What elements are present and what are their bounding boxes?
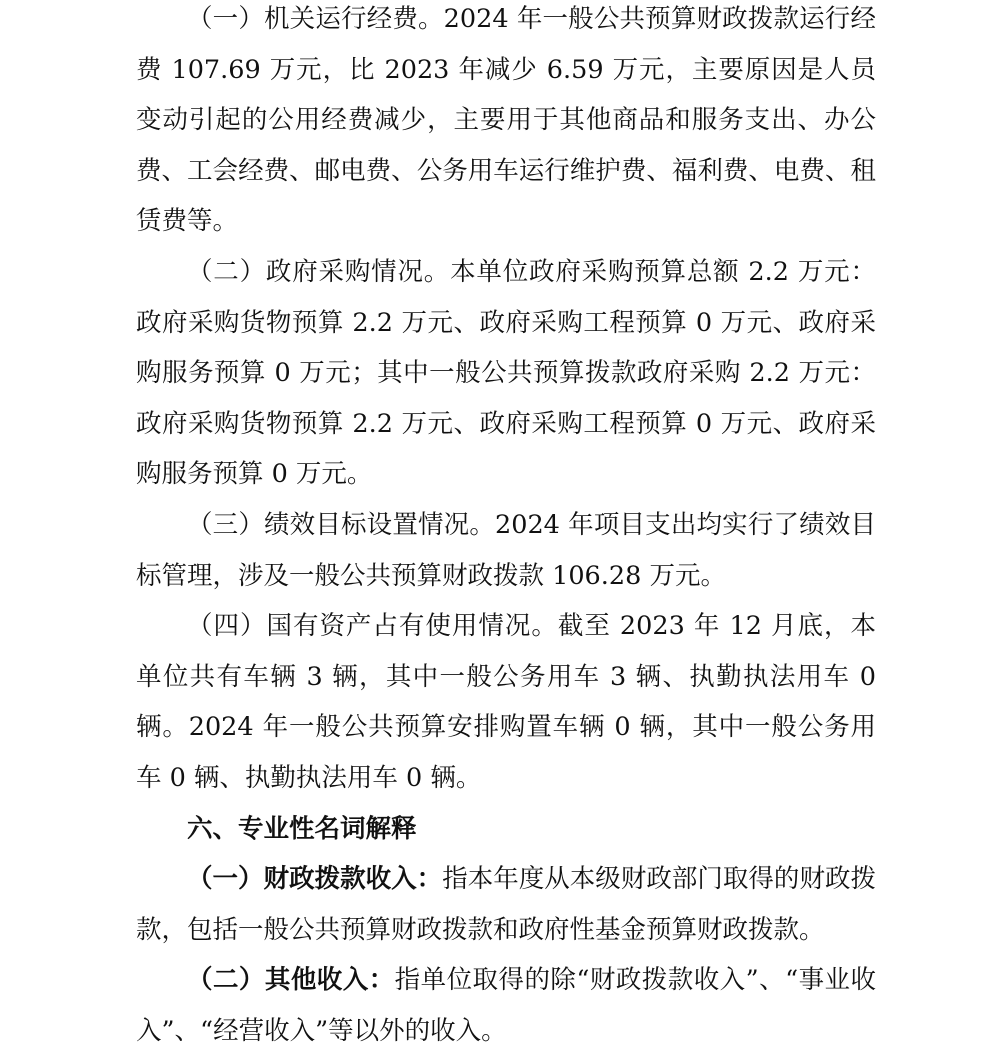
paragraph-government-procurement [136,247,876,500]
definition-term: （二）其他收入： [187,965,395,996]
paragraph-state-assets [136,601,876,803]
paragraph-body: 2024 年项目支出均实行了绩效目标管理，涉及一般公共预算财政拨款 106.28 万元。 [136,509,876,591]
paragraph-body: 本单位政府采购预算总额 2.2 万元：政府采购货物预算 2.2 万元、政府采购工程预算 0 万元、政府采购服务预算 0 万元；其中一般公共预算拨款政府采购 2.2 万元：政府采购货物预算 2.2 万元、政府采购工程预算 0 万元、政府采购服务预算 0 万元。 [136,256,876,490]
paragraph-body: 截至 2023 年 12 月底，本单位共有车辆 3 辆，其中一般公务用车 3 辆、执勤执法用车 0 辆。2024 年一般公共预算安排购置车辆 0 辆，其中一般公务用车 0 辆、执勤执法用车 0 辆。 [136,611,876,793]
paragraph-performance-targets [136,500,876,601]
paragraph-operating-expenses [136,0,876,247]
document-page [136,0,876,1056]
paragraph-lead: （四）国有资产占有使用情况。 [187,611,558,642]
definition-body: 指本年度从本级财政部门取得的财政拨款，包括一般公共预算财政拨款和政府性基金预算财政拨款。 [136,864,876,945]
paragraph-body: 2024 年一般公共预算财政拨款运行经费 107.69 万元，比 2023 年减少 6.59 万元，主要原因是人员变动引起的公用经费减少，主要用于其他商品和服务支出、办公费、工会经费、邮电费、公务用车运行维护费、福利费、电费、租赁费等。 [136,4,876,237]
definition-other-income [136,955,876,1056]
paragraph-lead: （一）机关运行经费。 [187,4,444,34]
definition-body: 指单位取得的除“财政拨款收入”、“事业收入”、“经营收入”等以外的收入。 [136,965,876,1046]
section-heading: 六、专业性名词解释 [187,813,417,844]
definition-fiscal-appropriation-income [136,854,876,955]
paragraph-lead: （二）政府采购情况。 [187,256,451,287]
paragraph-lead: （三）绩效目标设置情况。 [187,509,495,540]
definition-term: （一）财政拨款收入： [187,864,443,895]
